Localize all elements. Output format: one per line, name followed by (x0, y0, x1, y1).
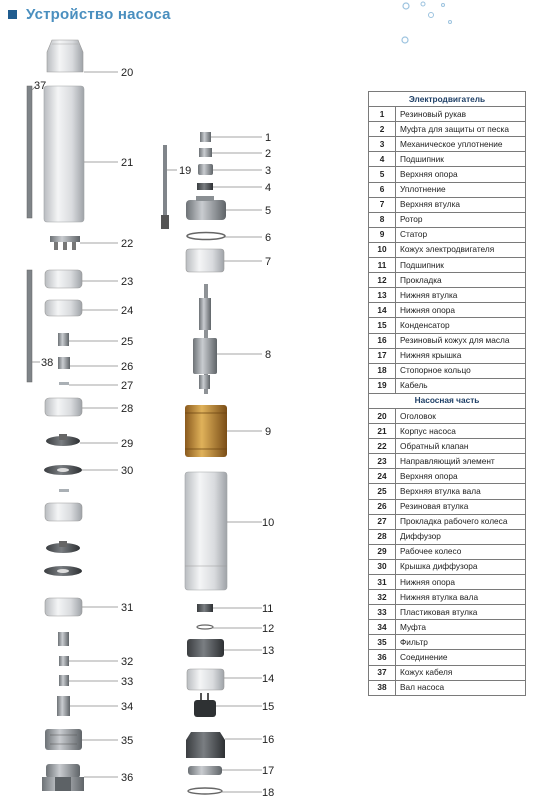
legend-num: 5 (369, 167, 396, 182)
callout-33: 33 (121, 676, 134, 688)
legend-name: Кожух кабеля (396, 665, 526, 680)
plastic-sleeve-part (59, 675, 69, 686)
legend-row (369, 273, 526, 288)
cable-guard-part (27, 86, 32, 218)
legend-name: Верхняя втулка (396, 197, 526, 212)
legend-num: 35 (369, 635, 396, 650)
legend-name: Нижняя втулка вала (396, 590, 526, 605)
legend-num: 17 (369, 348, 396, 363)
legend-num: 10 (369, 242, 396, 257)
callout-29: 29 (121, 438, 134, 450)
legend-row (369, 650, 526, 665)
legend-name: Нижняя крышка (396, 348, 526, 363)
legend-num: 12 (369, 273, 396, 288)
legend-row (369, 559, 526, 574)
legend-name: Вал насоса (396, 680, 526, 695)
legend-row (369, 167, 526, 182)
legend-num: 3 (369, 137, 396, 152)
legend-row (369, 680, 526, 695)
legend-num: 1 (369, 107, 396, 122)
diffuser-cover-repeat (44, 566, 82, 576)
motor-lower-support-part (187, 669, 224, 690)
legend-row (369, 303, 526, 318)
legend-name: Корпус насоса (396, 424, 526, 439)
legend-row (369, 152, 526, 167)
connection-part (42, 764, 84, 791)
washer-repeat (59, 489, 69, 492)
legend-num: 37 (369, 665, 396, 680)
callout-10: 10 (262, 517, 275, 529)
callout-25: 25 (121, 336, 134, 348)
legend-num: 7 (369, 197, 396, 212)
legend-name: Стопорное кольцо (396, 363, 526, 378)
legend-num: 26 (369, 499, 396, 514)
legend-name: Подшипник (396, 258, 526, 273)
legend-row (369, 122, 526, 137)
callout-36: 36 (121, 772, 134, 784)
cable-part (163, 145, 167, 220)
callout-27: 27 (121, 380, 134, 392)
legend-num: 34 (369, 620, 396, 635)
callout-13: 13 (262, 645, 275, 657)
legend-num: 11 (369, 258, 396, 273)
legend-row (369, 333, 526, 348)
rubber-sleeve-part (58, 357, 70, 369)
legend-row (369, 318, 526, 333)
legend-row (369, 605, 526, 620)
legend-row (369, 620, 526, 635)
callout-35: 35 (121, 735, 134, 747)
impeller-part (46, 434, 80, 446)
callout-7: 7 (265, 256, 272, 268)
motor-casing-part (185, 472, 227, 590)
legend-row (369, 544, 526, 559)
legend-row (369, 665, 526, 680)
legend-row (369, 197, 526, 212)
diffuser-cover-part (44, 465, 82, 475)
stator-part (185, 405, 227, 457)
legend-num: 27 (369, 514, 396, 529)
callout-4: 4 (265, 182, 272, 194)
callout-34: 34 (121, 701, 134, 713)
callout-1: 1 (265, 132, 272, 144)
motor-lower-sleeve-part (187, 639, 224, 657)
legend-name: Крышка диффузора (396, 559, 526, 574)
legend-name: Нижняя втулка (396, 288, 526, 303)
legend-num: 31 (369, 575, 396, 590)
page-title: Устройство насоса (26, 5, 171, 23)
filter-part (45, 729, 82, 750)
legend-num: 19 (369, 378, 396, 393)
callout-2: 2 (265, 148, 272, 160)
legend-num: 18 (369, 363, 396, 378)
callout-11: 11 (262, 603, 274, 615)
callout-37: 37 (34, 80, 47, 92)
callout-12: 12 (262, 623, 275, 635)
legend-num: 36 (369, 650, 396, 665)
legend-name: Кабель (396, 378, 526, 393)
legend-num: 29 (369, 544, 396, 559)
callout-23: 23 (121, 276, 134, 288)
legend-row (369, 227, 526, 242)
callout-38: 38 (41, 357, 54, 369)
upper-support-part (45, 300, 82, 316)
legend-row (369, 363, 526, 378)
legend-row (369, 424, 526, 439)
legend-row (369, 408, 526, 423)
retaining-ring-part (188, 788, 222, 794)
legend-row (369, 484, 526, 499)
legend-num: 30 (369, 559, 396, 574)
legend-num: 38 (369, 680, 396, 695)
legend-num: 2 (369, 122, 396, 137)
legend-name: Прокладка рабочего колеса (396, 514, 526, 529)
legend-row (369, 212, 526, 227)
legend-num: 4 (369, 152, 396, 167)
legend-name: Статор (396, 227, 526, 242)
legend-row (369, 258, 526, 273)
callout-30: 30 (121, 465, 134, 477)
motor-upper-support-part (186, 196, 226, 220)
legend-name: Пластиковая втулка (396, 605, 526, 620)
sleeve-repeat (58, 632, 69, 646)
legend-section-title: Электродвигатель (369, 92, 526, 107)
legend-row (369, 469, 526, 484)
legend-name: Прокладка (396, 273, 526, 288)
lower-cover-part (188, 766, 222, 775)
legend-num: 6 (369, 182, 396, 197)
legend-num: 24 (369, 469, 396, 484)
legend-name: Оголовок (396, 408, 526, 423)
lower-shaft-sleeve-part (59, 656, 69, 666)
water-drops-decoration (395, 0, 475, 50)
pump-shaft-part (27, 270, 32, 382)
legend-name: Верхняя втулка вала (396, 484, 526, 499)
legend-row (369, 529, 526, 544)
legend-name: Муфта для защиты от песка (396, 122, 526, 137)
callout-21: 21 (121, 157, 134, 169)
legend-name: Резиновая втулка (396, 499, 526, 514)
legend-name: Верхняя опора (396, 167, 526, 182)
callout-9: 9 (265, 426, 272, 438)
legend-num: 15 (369, 318, 396, 333)
check-valve-part (50, 236, 80, 250)
legend-section-pump (369, 393, 526, 408)
legend-name: Кожух электродвигателя (396, 242, 526, 257)
callout-15: 15 (262, 701, 275, 713)
legend-name: Соединение (396, 650, 526, 665)
legend-num: 9 (369, 227, 396, 242)
cable-plug-icon (161, 215, 169, 229)
legend-row (369, 514, 526, 529)
diffuser-repeat (45, 503, 82, 521)
legend-name: Обратный клапан (396, 439, 526, 454)
legend-row (369, 288, 526, 303)
legend-name: Конденсатор (396, 318, 526, 333)
callout-28: 28 (121, 403, 134, 415)
motor-upper-sleeve-part (186, 249, 224, 272)
gasket-part (197, 625, 213, 629)
legend-num: 23 (369, 454, 396, 469)
callout-16: 16 (262, 734, 275, 746)
legend-row (369, 499, 526, 514)
legend-num: 28 (369, 529, 396, 544)
legend-name: Направляющий элемент (396, 454, 526, 469)
legend-num: 21 (369, 424, 396, 439)
callout-24: 24 (121, 305, 134, 317)
callout-19: 19 (179, 165, 192, 177)
legend-name: Ротор (396, 212, 526, 227)
callout-3: 3 (265, 165, 272, 177)
legend-name: Фильтр (396, 635, 526, 650)
sand-protection-coupling-part (199, 148, 212, 157)
legend-name: Механическое уплотнение (396, 137, 526, 152)
legend-num: 20 (369, 408, 396, 423)
legend-row (369, 242, 526, 257)
legend-row (369, 590, 526, 605)
callout-18: 18 (262, 787, 275, 799)
legend-num: 33 (369, 605, 396, 620)
legend-row (369, 348, 526, 363)
legend-num: 22 (369, 439, 396, 454)
legend-num: 25 (369, 484, 396, 499)
callout-17: 17 (262, 765, 275, 777)
bearing-part (197, 183, 213, 190)
legend-num: 13 (369, 288, 396, 303)
seal-ring-part (187, 233, 225, 240)
legend-name: Диффузор (396, 529, 526, 544)
callout-8: 8 (265, 349, 272, 361)
parts-legend-table (368, 91, 526, 696)
legend-name: Верхняя опора (396, 469, 526, 484)
legend-section-title: Насосная часть (369, 393, 526, 408)
legend-num: 8 (369, 212, 396, 227)
legend-section-motor (369, 92, 526, 107)
callout-26: 26 (121, 361, 134, 373)
legend-row (369, 107, 526, 122)
callout-6: 6 (265, 232, 272, 244)
rotor-part (193, 284, 217, 394)
rubber-oil-jacket-part (186, 732, 225, 758)
legend-row (369, 182, 526, 197)
legend-name: Уплотнение (396, 182, 526, 197)
head-part (47, 40, 83, 72)
callout-22: 22 (121, 238, 134, 250)
impeller-repeat (46, 541, 80, 553)
legend-row (369, 439, 526, 454)
lower-bearing-part (197, 604, 213, 612)
mechanical-seal-part (198, 164, 213, 175)
callout-31: 31 (121, 602, 134, 614)
legend-num: 14 (369, 303, 396, 318)
capacitor-part (194, 693, 216, 717)
impeller-gasket-part (59, 382, 69, 385)
legend-name: Муфта (396, 620, 526, 635)
callout-5: 5 (265, 205, 272, 217)
legend-name: Подшипник (396, 152, 526, 167)
legend-name: Резиновый кожух для масла (396, 333, 526, 348)
callout-14: 14 (262, 673, 275, 685)
legend-num: 16 (369, 333, 396, 348)
legend-name: Резиновый рукав (396, 107, 526, 122)
upper-shaft-sleeve-part (58, 333, 69, 346)
legend-row (369, 137, 526, 152)
legend-name: Нижняя опора (396, 303, 526, 318)
legend-row (369, 635, 526, 650)
coupling-part (57, 696, 70, 716)
rubber-hose-part (200, 132, 211, 142)
pump-housing-part (44, 86, 84, 222)
legend-num: 32 (369, 590, 396, 605)
guide-element-part (45, 270, 82, 288)
legend-row (369, 378, 526, 393)
legend-row (369, 454, 526, 469)
lower-support-part (45, 598, 82, 616)
callout-32: 32 (121, 656, 134, 668)
legend-name: Рабочее колесо (396, 544, 526, 559)
diffuser-part (45, 398, 82, 416)
callout-20: 20 (121, 67, 134, 79)
legend-row (369, 575, 526, 590)
legend-name: Нижняя опора (396, 575, 526, 590)
